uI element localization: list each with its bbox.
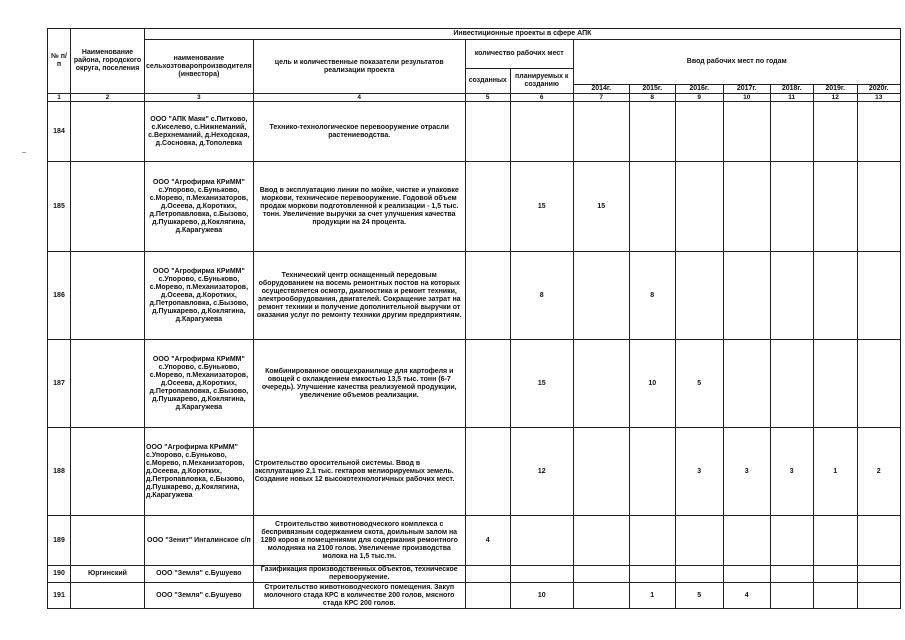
year-jobs-cell: [573, 566, 629, 583]
district-cell: [71, 428, 145, 516]
year-jobs-cell: 5: [675, 583, 723, 609]
producer-cell: ООО "Агрофирма КРиММ" с.Упорово, с.Буньково, с.Морево, п.Механизаторов, д.Осеева, д.Коротких, д.Петропавловка, с.Бызово, д.Пушкарево, д.Коклягина, д.Карагужева: [145, 340, 254, 428]
year-jobs-cell: [770, 252, 813, 340]
col-number-5: 5: [465, 94, 510, 102]
year-header-4: 2017г.: [723, 85, 770, 94]
producer-cell: ООО "Зенит" Ингалинское с/п: [145, 516, 254, 566]
col-producer-header: наименование сельхозтоваропроизводителя (инвестора): [145, 40, 254, 94]
jobs-planned-cell: [510, 516, 573, 566]
year-jobs-cell: [770, 102, 813, 162]
col-number-6: 6: [510, 94, 573, 102]
goal-cell: Строительство животноводческого комплекса с беспривязным содержанием скота, доильным залом на 1280 коров и помещениями для содержания ремонтного молодняка на 2100 голов. Увеличение производства молока на 1,5 тыс.тн.: [253, 516, 465, 566]
col-created-header: созданных: [465, 69, 510, 94]
row-number: 190: [48, 566, 71, 583]
producer-cell: ООО "Агрофирма КРиММ" с.Упорово, с.Буньково, с.Морево, п.Механизаторов, д.Осеева, д.Коротких, д.Петропавловка, с.Бызово, д.Пушкарево, д.Коклягина, д.Карагужева: [145, 162, 254, 252]
year-jobs-cell: [629, 566, 675, 583]
year-jobs-cell: [573, 428, 629, 516]
year-jobs-cell: 15: [573, 162, 629, 252]
year-jobs-cell: [813, 252, 857, 340]
year-jobs-cell: 1: [629, 583, 675, 609]
jobs-created-cell: [465, 340, 510, 428]
row-number: 188: [48, 428, 71, 516]
col-num-header: № п/п: [48, 29, 71, 94]
year-jobs-cell: [629, 516, 675, 566]
row-number: 185: [48, 162, 71, 252]
table-row: [48, 516, 901, 566]
year-jobs-cell: [770, 340, 813, 428]
year-jobs-cell: [573, 252, 629, 340]
jobs-created-cell: [465, 162, 510, 252]
col-number-1: 1: [48, 94, 71, 102]
jobs-planned-cell: 10: [510, 583, 573, 609]
row-number: 187: [48, 340, 71, 428]
row-number: 191: [48, 583, 71, 609]
year-header-6: 2019г.: [813, 85, 857, 94]
table-row: [48, 340, 901, 428]
header-title-row: [48, 29, 901, 40]
district-cell: [71, 102, 145, 162]
year-jobs-cell: [675, 162, 723, 252]
year-header-7: 2020г.: [857, 85, 900, 94]
jobs-created-cell: [465, 428, 510, 516]
producer-cell: ООО "Агрофирма КРиММ" с.Упорово, с.Буньково, с.Морево, п.Механизаторов, д.Осеева, д.Коротких, д.Петропавловка, с.Бызово, д.Пушкарево, д.Коклягина, д.Карагужева: [145, 252, 254, 340]
year-jobs-cell: [573, 102, 629, 162]
goal-cell: Строительство оросительной системы. Ввод в эксплуатацию 2,1 тыс. гектаров мелиорируемых земель. Создание новых 12 высокотехнологичных рабочих мест.: [253, 428, 465, 516]
col-planned-header: планируемых к созданию: [510, 69, 573, 94]
col-number-10: 10: [723, 94, 770, 102]
producer-cell: ООО "Земля" с.Бушуево: [145, 583, 254, 609]
col-number-8: 8: [629, 94, 675, 102]
col-number-9: 9: [675, 94, 723, 102]
header-row-2: [48, 40, 901, 69]
col-number-12: 12: [813, 94, 857, 102]
district-cell: [71, 340, 145, 428]
year-jobs-cell: [573, 516, 629, 566]
goal-cell: Технико-технологическое перевооружение отрасли растениеводства.: [253, 102, 465, 162]
year-jobs-cell: [723, 252, 770, 340]
year-jobs-cell: [629, 428, 675, 516]
year-jobs-cell: 3: [675, 428, 723, 516]
column-numbers-row: [48, 94, 901, 102]
year-jobs-cell: [723, 340, 770, 428]
year-jobs-cell: [723, 102, 770, 162]
year-jobs-cell: [675, 516, 723, 566]
year-jobs-cell: [723, 516, 770, 566]
table-title: Инвестиционные проекты в сфере АПК: [145, 29, 901, 40]
year-jobs-cell: [857, 516, 900, 566]
table-row: [48, 162, 901, 252]
col-years-header: Ввод рабочих мест по годам: [573, 40, 900, 85]
year-jobs-cell: 2: [857, 428, 900, 516]
district-cell: [71, 583, 145, 609]
year-jobs-cell: [813, 516, 857, 566]
year-jobs-cell: [813, 102, 857, 162]
year-jobs-cell: [813, 566, 857, 583]
producer-cell: ООО "Земля" с.Бушуево: [145, 566, 254, 583]
year-jobs-cell: [857, 340, 900, 428]
year-jobs-cell: 1: [813, 428, 857, 516]
jobs-created-cell: 4: [465, 516, 510, 566]
table-row: [48, 102, 901, 162]
jobs-planned-cell: 15: [510, 340, 573, 428]
year-jobs-cell: [629, 102, 675, 162]
table-row: [48, 583, 901, 609]
year-jobs-cell: 3: [770, 428, 813, 516]
district-cell: Юргинский: [71, 566, 145, 583]
document-sheet: [47, 28, 901, 609]
investment-projects-table: [47, 28, 901, 609]
year-header-2: 2015г.: [629, 85, 675, 94]
year-jobs-cell: [770, 566, 813, 583]
jobs-planned-cell: 8: [510, 252, 573, 340]
goal-cell: Газификация производственных объектов, техническое перевооружение.: [253, 566, 465, 583]
year-jobs-cell: [675, 102, 723, 162]
jobs-created-cell: [465, 566, 510, 583]
col-district-header: Наименование района, городского округа, поселения: [71, 29, 145, 94]
row-number: 186: [48, 252, 71, 340]
year-jobs-cell: 8: [629, 252, 675, 340]
district-cell: [71, 252, 145, 340]
col-number-11: 11: [770, 94, 813, 102]
year-header-1: 2014г.: [573, 85, 629, 94]
year-jobs-cell: [857, 102, 900, 162]
year-jobs-cell: [770, 583, 813, 609]
year-jobs-cell: [723, 162, 770, 252]
year-jobs-cell: [573, 583, 629, 609]
row-number: 184: [48, 102, 71, 162]
jobs-created-cell: [465, 102, 510, 162]
year-jobs-cell: [857, 566, 900, 583]
year-jobs-cell: 10: [629, 340, 675, 428]
year-jobs-cell: [857, 162, 900, 252]
year-header-5: 2018г.: [770, 85, 813, 94]
jobs-created-cell: [465, 583, 510, 609]
year-jobs-cell: [723, 566, 770, 583]
goal-cell: Технический центр оснащенный передовым оборудованием на восемь ремонтных постов на которых осуществляется осмотр, диагностика и ремонт техники, электрооборудования, двигателей. Сокращение затрат на ремонт техники и получение дополнительной выручки от оказания услуг по ремонту техники другим предприятиям.: [253, 252, 465, 340]
district-cell: [71, 516, 145, 566]
producer-cell: ООО "Агрофирма КРиММ" с.Упорово, с.Буньково, с.Морево, п.Механизаторов, д.Осеева, д.Коротких, д.Петропавловка, с.Бызово, д.Пушкарево, д.Коклягина, д.Карагужева: [145, 428, 254, 516]
table-row: [48, 428, 901, 516]
year-jobs-cell: [629, 162, 675, 252]
district-cell: [71, 162, 145, 252]
goal-cell: Комбинированное овощехранилище для картофеля и овощей с охлаждением емкостью 13,5 тыс. тонн (6-7 очередь). Улучшение качества реализуемой продукции, увеличение объемов реализации.: [253, 340, 465, 428]
col-number-3: 3: [145, 94, 254, 102]
goal-cell: Ввод в эксплуатацию линии по мойке, чистке и упаковке моркови, техническое перевооружение. Годовой объем продаж моркови подготовленной к реализации - 1,5 тыс. тонн. Увеличение выручки за счет улучшения качества продукции на 24 процента.: [253, 162, 465, 252]
table-row: [48, 566, 901, 583]
jobs-planned-cell: 15: [510, 162, 573, 252]
year-jobs-cell: [813, 583, 857, 609]
year-jobs-cell: [813, 162, 857, 252]
year-jobs-cell: 5: [675, 340, 723, 428]
year-jobs-cell: [770, 162, 813, 252]
jobs-planned-cell: 12: [510, 428, 573, 516]
goal-cell: Строительство животноводческого помещения. Закуп молочного стада КРС в количестве 200 голов, мясного стада КРС 200 голов.: [253, 583, 465, 609]
col-number-13: 13: [857, 94, 900, 102]
year-jobs-cell: [573, 340, 629, 428]
year-header-3: 2016г.: [675, 85, 723, 94]
year-jobs-cell: 3: [723, 428, 770, 516]
jobs-planned-cell: [510, 566, 573, 583]
jobs-planned-cell: [510, 102, 573, 162]
col-number-7: 7: [573, 94, 629, 102]
producer-cell: ООО "АПК Маяк" с.Питково, с.Киселево, с.Нижнеманий, с.Верхнеманий, д.Неходская, д.Сосновка, д.Тополевка: [145, 102, 254, 162]
year-jobs-cell: [813, 340, 857, 428]
year-jobs-cell: 4: [723, 583, 770, 609]
year-jobs-cell: [770, 516, 813, 566]
scan-mark: [22, 152, 26, 153]
table-row: [48, 252, 901, 340]
col-goal-header: цель и количественные показатели результатов реализации проекта: [253, 40, 465, 94]
year-jobs-cell: [675, 566, 723, 583]
col-number-2: 2: [71, 94, 145, 102]
year-jobs-cell: [857, 252, 900, 340]
col-jobs-header: количество рабочих мест: [465, 40, 573, 69]
col-number-4: 4: [253, 94, 465, 102]
year-jobs-cell: [857, 583, 900, 609]
jobs-created-cell: [465, 252, 510, 340]
year-jobs-cell: [675, 252, 723, 340]
row-number: 189: [48, 516, 71, 566]
